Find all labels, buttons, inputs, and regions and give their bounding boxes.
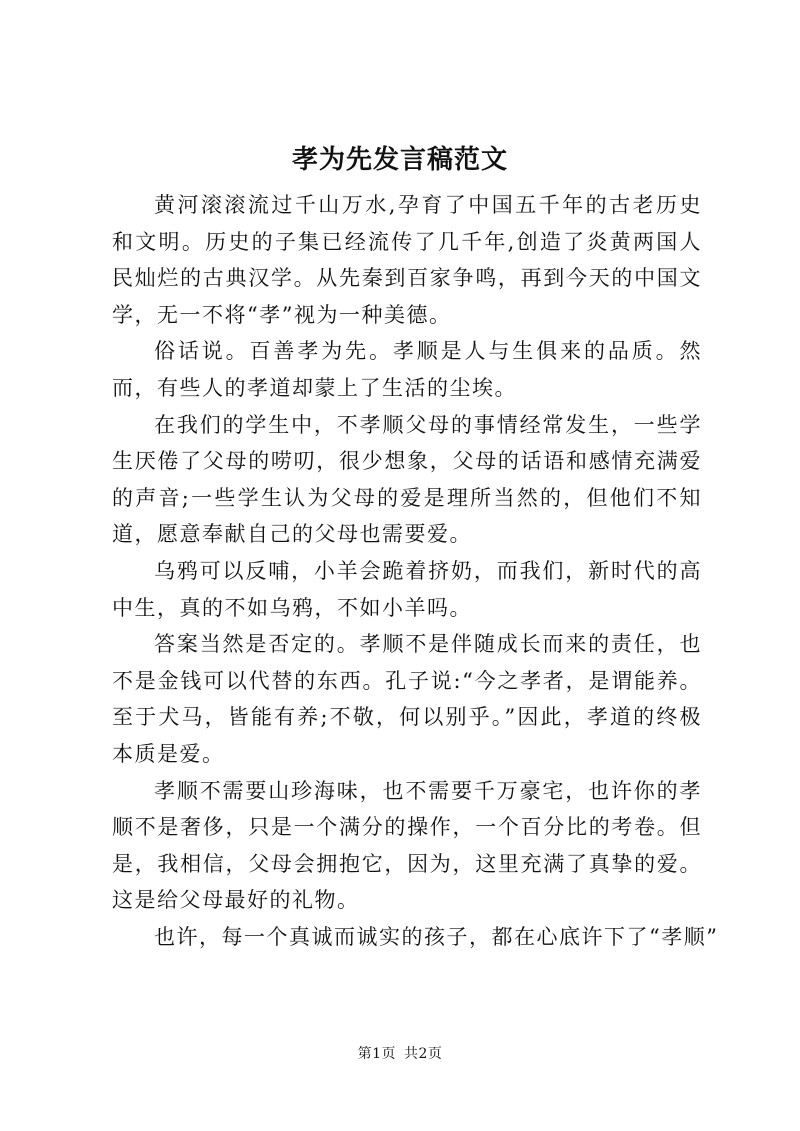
paragraph: 在我们的学生中，不孝顺父母的事情经常发生，一些学生厌倦了父母的唠叨，很少想象，父母的话语和感情充满爱的声音;一些学生认为父母的爱是理所当然的，但他们不知道，愿意奉献自己的父母也需要爱。 [112, 412, 702, 547]
paragraph: 孝顺不需要山珍海味，也不需要千万豪宅，也许你的孝顺不是奢侈，只是一个满分的操作，一个百分比的考卷。但是，我相信，父母会拥抱它，因为，这里充满了真挚的爱。这是给父母最好的礼物。 [112, 778, 702, 913]
paragraph: 也许，每一个真诚而诚实的孩子，都在心底许下了“孝顺” [154, 924, 719, 949]
page-total: 共2页 [404, 1046, 443, 1062]
document-title: 孝为先发言稿范文 [291, 145, 508, 175]
paragraph: 乌鸦可以反哺，小羊会跪着挤奶，而我们，新时代的高中生，真的不如乌鸦，不如小羊吗。 [112, 558, 702, 620]
paragraph: 黄河滚滚流过千山万水,孕育了中国五千年的古老历史和文明。历史的子集已经流传了几千年,创造了炎黄两国人民灿烂的古典汉学。从先秦到百家争鸣，再到今天的中国文学，无一不将“孝”视为一种美德。 [112, 193, 702, 327]
document-body [112, 187, 719, 955]
page-number: 第1页 [357, 1046, 396, 1062]
paragraph: 答案当然是否定的。孝顺不是伴随成长而来的责任，也不是金钱可以代替的东西。孔子说:“今之孝者，是谓能养。至于犬马，皆能有养;不敬，何以别乎。”因此，孝道的终极本质是爱。 [112, 632, 702, 766]
paragraph: 俗话说。百善孝为先。孝顺是人与生俱来的品质。然而，有些人的孝道却蒙上了生活的尘埃。 [112, 339, 702, 400]
page-footer [0, 1044, 800, 1064]
